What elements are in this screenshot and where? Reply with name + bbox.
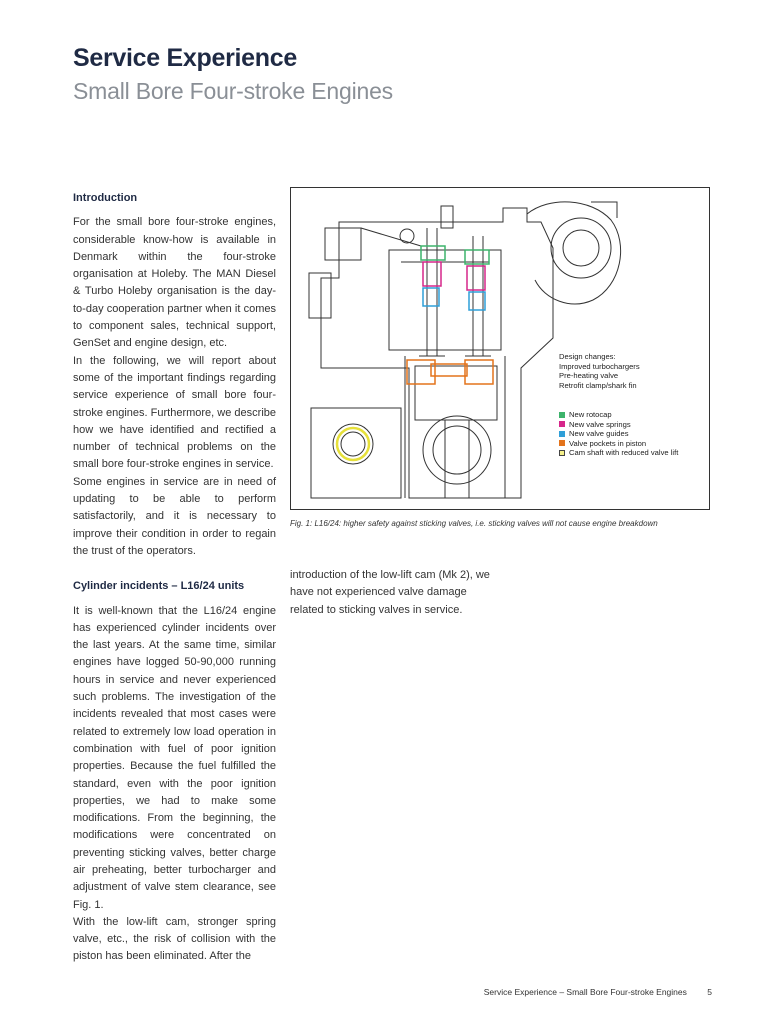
legend-swatch xyxy=(559,450,565,456)
engine-figure xyxy=(290,187,710,510)
design-change-item: Retrofit clamp/shark fin xyxy=(559,380,637,390)
design-changes-title: Design changes: xyxy=(559,352,616,361)
legend-item xyxy=(559,429,678,439)
cylinder-paragraph: It is well-known that the L16/24 engine has experienced cylinder incidents over the last years. At the same time, similar engines have logged 50-90,000 running hours in service and never experienced such problems. The investigation of the incidents revealed that most cases were related to extremely low load operation in combination with fuel of poor ignition properties. Because the fuel fulfilled the standard, even with the poor ignition properties, we had to make some modifications. From the beginning, the modifications were concentrated on preventing sticking valves, better charge air preheating, better turbocharger and adjustment of valve stem clearance, see Fig. 1. xyxy=(73,604,276,911)
page-subtitle: Small Bore Four-stroke Engines xyxy=(73,78,393,104)
legend-label: Cam shaft with reduced valve lift xyxy=(569,448,679,457)
intro-paragraph: Some engines in service are in need of updating to be able to perform satisfactorily, and it is necessary to improve their condition in order to regain the trust of the operators. xyxy=(73,475,276,557)
legend-item xyxy=(559,448,678,458)
engine-cross-section-drawing xyxy=(291,188,709,509)
design-change-item: Improved turbochargers xyxy=(559,361,640,371)
legend-item xyxy=(559,439,678,449)
page-title: Service Experience xyxy=(73,44,297,72)
legend-label: New valve springs xyxy=(569,419,631,429)
legend-swatch xyxy=(559,431,565,437)
legend-item xyxy=(559,420,678,430)
legend-swatch xyxy=(559,412,565,418)
cylinder-incidents-heading: Cylinder incidents – L16/24 units xyxy=(73,580,245,593)
intro-paragraph: For the small bore four-stroke engines, considerable know-how is available in Denmark within the four-stroke organisation at Holeby. The MAN Diesel & Turbo Holeby organisation is the day-to-day cooperation partner when it comes to component sales, technical support, GenSet and engine design, etc. xyxy=(73,216,276,350)
introduction-heading: Introduction xyxy=(73,192,138,204)
legend-swatch xyxy=(559,421,565,427)
intro-paragraph: In the following, we will report about some of the important findings regarding service experience of small bore four-stroke engines. Furthermore, we describe how we have identified and rectified a number of technical problems on the small bore four-stroke engines in service. xyxy=(73,354,276,471)
page-number: 5 xyxy=(707,987,712,997)
legend-swatch xyxy=(559,440,565,446)
left-column xyxy=(73,190,276,966)
cylinder-paragraph: With the low-lift cam, stronger spring valve, etc., the risk of collision with the piston has been eliminated. After the xyxy=(73,915,276,963)
footer-text: Service Experience – Small Bore Four-stroke Engines xyxy=(483,987,687,997)
page-footer xyxy=(484,987,712,997)
figure-caption: Fig. 1: L16/24: higher safety against sticking valves, i.e. sticking valves will not cause engine breakdown xyxy=(290,519,658,528)
legend-item xyxy=(559,410,678,420)
design-changes-note xyxy=(559,352,640,390)
legend-label: New valve guides xyxy=(569,429,629,438)
continuation-paragraph: introduction of the low-lift cam (Mk 2), we have not experienced valve damage related to sticking valves in service. xyxy=(290,569,490,616)
design-change-item: Pre-heating valve xyxy=(559,371,619,380)
legend-label: Valve pockets in piston xyxy=(569,438,647,448)
legend-label: New rotocap xyxy=(569,410,612,419)
right-column xyxy=(290,567,500,619)
figure-legend xyxy=(559,410,678,458)
